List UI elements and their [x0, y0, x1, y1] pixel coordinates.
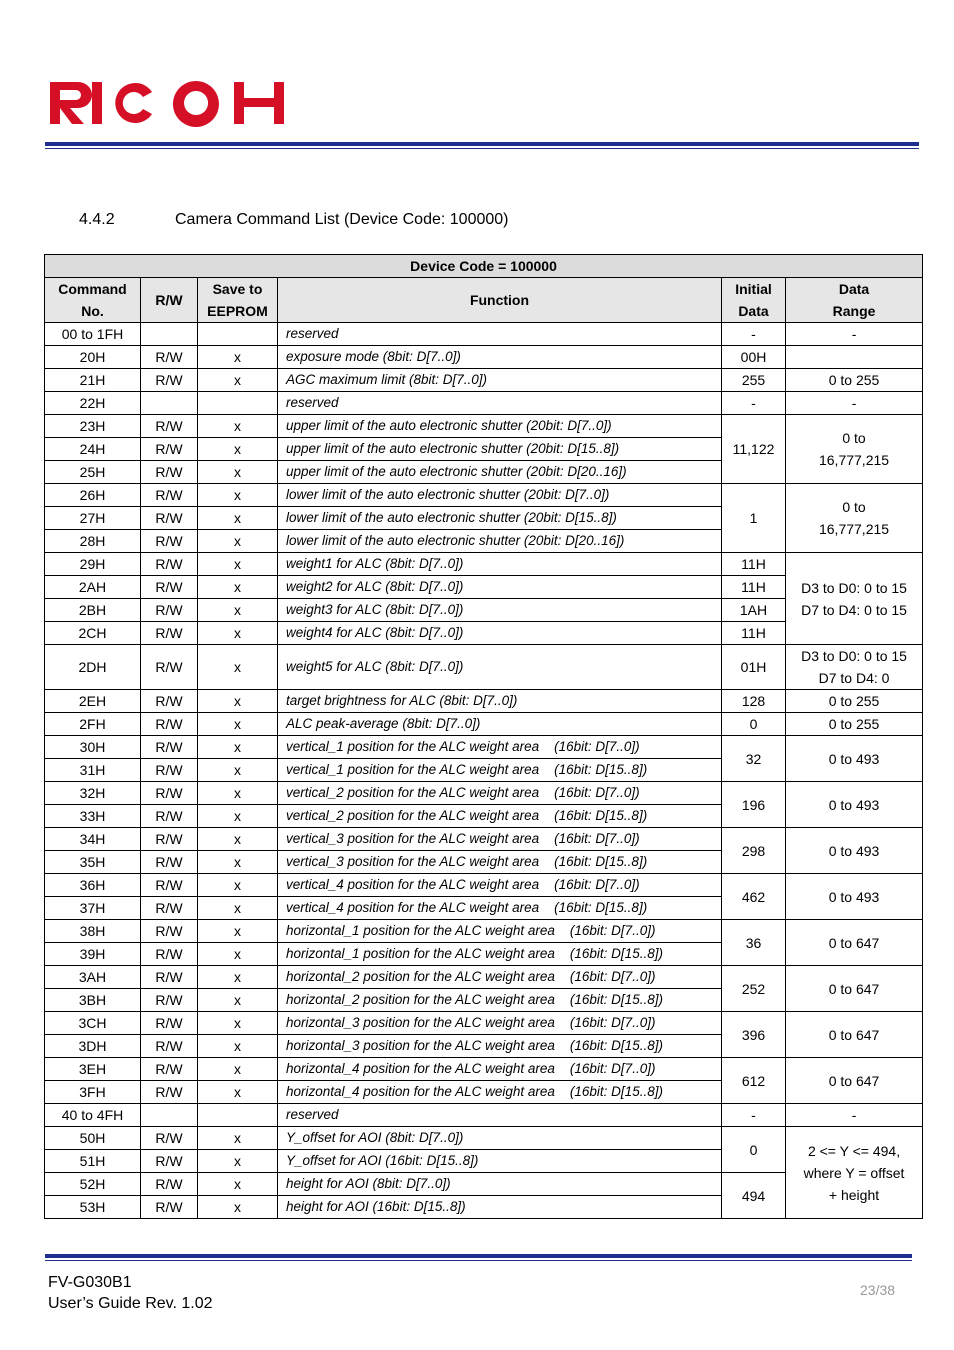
- table-row: [45, 736, 923, 759]
- table-row: [45, 369, 923, 392]
- command-no-cell: 35H: [45, 851, 141, 874]
- rw-cell: R/W: [141, 645, 198, 690]
- table-row: [45, 346, 923, 369]
- command-no-cell: 2CH: [45, 622, 141, 645]
- data-range-cell: [786, 553, 923, 645]
- table-row: [45, 713, 923, 736]
- save-eeprom-cell: x: [198, 736, 278, 759]
- initial-data-cell: -: [722, 1104, 786, 1127]
- save-eeprom-cell: x: [198, 1173, 278, 1196]
- save-eeprom-cell: x: [198, 484, 278, 507]
- data-range-line: 16,777,215: [818, 521, 890, 537]
- rw-cell: R/W: [141, 599, 198, 622]
- data-range-line: + height: [828, 1186, 880, 1203]
- data-range-cell: 0 to 493: [786, 736, 923, 782]
- rw-cell: R/W: [141, 713, 198, 736]
- initial-data-cell: 11,122: [722, 415, 786, 484]
- data-range-cell: 0 to 647: [786, 1012, 923, 1058]
- data-range-line: D7 to D4: 0: [818, 670, 890, 686]
- rw-cell: R/W: [141, 874, 198, 897]
- rw-cell: R/W: [141, 576, 198, 599]
- command-no-cell: 39H: [45, 943, 141, 966]
- function-cell: weight1 for ALC (8bit: D[7..0]): [278, 553, 722, 576]
- command-no-cell: 20H: [45, 346, 141, 369]
- rw-cell: [141, 1104, 198, 1127]
- save-eeprom-cell: x: [198, 438, 278, 461]
- initial-data-cell: 128: [722, 690, 786, 713]
- initial-data-cell: 0: [722, 713, 786, 736]
- command-no-cell: 2BH: [45, 599, 141, 622]
- data-range-cell: [786, 1127, 923, 1219]
- table-row: [45, 1012, 923, 1035]
- data-range-cell: 0 to 493: [786, 828, 923, 874]
- rw-cell: R/W: [141, 1081, 198, 1104]
- footer-rule: [45, 1254, 912, 1261]
- data-range-cell: [786, 484, 923, 553]
- rw-cell: R/W: [141, 782, 198, 805]
- command-no-cell: 34H: [45, 828, 141, 851]
- rw-cell: R/W: [141, 805, 198, 828]
- initial-data-cell: -: [722, 392, 786, 415]
- initial-data-cell: 0: [722, 1127, 786, 1173]
- data-range-line: 0 to: [842, 499, 866, 515]
- function-cell: weight4 for ALC (8bit: D[7..0]): [278, 622, 722, 645]
- function-cell: Y_offset for AOI (16bit: D[15..8]): [278, 1150, 722, 1173]
- command-no-cell: 36H: [45, 874, 141, 897]
- command-no-cell: 52H: [45, 1173, 141, 1196]
- data-range-line: D7 to D4: 0 to 15: [801, 601, 907, 618]
- table-row: [45, 1104, 923, 1127]
- rw-cell: R/W: [141, 920, 198, 943]
- table-row: [45, 828, 923, 851]
- function-cell: horizontal_4 position for the ALC weight area (16bit: D[15..8]): [278, 1081, 722, 1104]
- command-no-cell: 00 to 1FH: [45, 323, 141, 346]
- function-cell: upper limit of the auto electronic shutter (20bit: D[15..8]): [278, 438, 722, 461]
- table-row: [45, 920, 923, 943]
- table-row: [45, 645, 923, 690]
- command-no-cell: 25H: [45, 461, 141, 484]
- section-number: 4.4.2: [79, 211, 115, 228]
- function-cell: Y_offset for AOI (8bit: D[7..0]): [278, 1127, 722, 1150]
- function-cell: horizontal_4 position for the ALC weight area (16bit: D[7..0]): [278, 1058, 722, 1081]
- initial-data-cell: 01H: [722, 645, 786, 690]
- initial-data-cell: 462: [722, 874, 786, 920]
- rw-cell: R/W: [141, 690, 198, 713]
- command-no-cell: 51H: [45, 1150, 141, 1173]
- rw-cell: R/W: [141, 1058, 198, 1081]
- function-cell: vertical_4 position for the ALC weight area (16bit: D[7..0]): [278, 874, 722, 897]
- rw-cell: R/W: [141, 622, 198, 645]
- command-no-cell: 3FH: [45, 1081, 141, 1104]
- save-eeprom-cell: x: [198, 874, 278, 897]
- save-eeprom-cell: x: [198, 1035, 278, 1058]
- device-code-header: Device Code = 100000: [45, 255, 923, 278]
- save-eeprom-cell: [198, 323, 278, 346]
- function-header: Function: [278, 278, 722, 323]
- data-range-line: D3 to D0: 0 to 15: [801, 648, 907, 664]
- function-cell: vertical_1 position for the ALC weight area (16bit: D[7..0]): [278, 736, 722, 759]
- function-cell: horizontal_2 position for the ALC weight area (16bit: D[15..8]): [278, 989, 722, 1012]
- footer-model: FV-G030B1: [48, 1274, 132, 1291]
- save-eeprom-cell: x: [198, 1127, 278, 1150]
- rw-cell: R/W: [141, 1012, 198, 1035]
- rw-cell: [141, 323, 198, 346]
- function-cell: weight3 for ALC (8bit: D[7..0]): [278, 599, 722, 622]
- rw-cell: R/W: [141, 369, 198, 392]
- initial-data-cell: 32: [722, 736, 786, 782]
- save-eeprom-cell: x: [198, 851, 278, 874]
- command-no-cell: 22H: [45, 392, 141, 415]
- rw-cell: R/W: [141, 415, 198, 438]
- table-row: [45, 1127, 923, 1150]
- command-no-cell: 37H: [45, 897, 141, 920]
- rw-cell: R/W: [141, 1127, 198, 1150]
- initial-data-cell: 494: [722, 1173, 786, 1219]
- save-eeprom-cell: x: [198, 1081, 278, 1104]
- table-row: [45, 690, 923, 713]
- function-cell: upper limit of the auto electronic shutter (20bit: D[7..0]): [278, 415, 722, 438]
- rw-cell: R/W: [141, 507, 198, 530]
- function-cell: vertical_3 position for the ALC weight area (16bit: D[15..8]): [278, 851, 722, 874]
- save-eeprom-cell: x: [198, 507, 278, 530]
- rw-cell: R/W: [141, 851, 198, 874]
- rw-header: R/W: [141, 278, 198, 323]
- initial-data-cell: 196: [722, 782, 786, 828]
- rw-cell: R/W: [141, 989, 198, 1012]
- function-cell: vertical_1 position for the ALC weight area (16bit: D[15..8]): [278, 759, 722, 782]
- rw-cell: R/W: [141, 736, 198, 759]
- command-no-cell: 40 to 4FH: [45, 1104, 141, 1127]
- save-eeprom-cell: x: [198, 415, 278, 438]
- rw-cell: R/W: [141, 966, 198, 989]
- command-no-cell: 3CH: [45, 1012, 141, 1035]
- function-cell: height for AOI (8bit: D[7..0]): [278, 1173, 722, 1196]
- table-row: [45, 553, 923, 576]
- page-number: 23/38: [860, 1282, 896, 1298]
- save-eeprom-cell: x: [198, 713, 278, 736]
- initial-data-cell: 11H: [722, 576, 786, 599]
- table-row: [45, 484, 923, 507]
- initial-data-cell: 252: [722, 966, 786, 1012]
- data-range-line: 0 to: [842, 430, 866, 446]
- command-no-cell: 24H: [45, 438, 141, 461]
- function-cell: weight2 for ALC (8bit: D[7..0]): [278, 576, 722, 599]
- command-no-cell: 33H: [45, 805, 141, 828]
- save-eeprom-cell: x: [198, 576, 278, 599]
- function-cell: lower limit of the auto electronic shutter (20bit: D[7..0]): [278, 484, 722, 507]
- command-table: [44, 254, 923, 1219]
- rw-cell: R/W: [141, 1196, 198, 1219]
- save-eeprom-cell: x: [198, 599, 278, 622]
- data-range-cell: 0 to 255: [786, 369, 923, 392]
- function-cell: target brightness for ALC (8bit: D[7..0]): [278, 690, 722, 713]
- command-no-cell: 3BH: [45, 989, 141, 1012]
- command-no-header: Command No.: [45, 278, 141, 323]
- save-eeprom-cell: x: [198, 828, 278, 851]
- data-range-cell: -: [786, 323, 923, 346]
- ricoh-logo-graphic: [48, 78, 288, 128]
- table-row: [45, 966, 923, 989]
- save-eeprom-cell: x: [198, 622, 278, 645]
- table-row: [45, 392, 923, 415]
- rw-cell: R/W: [141, 530, 198, 553]
- command-no-cell: 26H: [45, 484, 141, 507]
- initial-data-cell: 298: [722, 828, 786, 874]
- command-no-cell: 38H: [45, 920, 141, 943]
- save-eeprom-header: Save to EEPROM: [198, 278, 278, 323]
- function-cell: AGC maximum limit (8bit: D[7..0]): [278, 369, 722, 392]
- command-no-cell: 29H: [45, 553, 141, 576]
- save-eeprom-cell: x: [198, 989, 278, 1012]
- data-range-cell: 0 to 647: [786, 1058, 923, 1104]
- data-range-line: 16,777,215: [818, 452, 890, 468]
- save-eeprom-cell: x: [198, 1196, 278, 1219]
- save-eeprom-cell: x: [198, 897, 278, 920]
- save-eeprom-cell: x: [198, 369, 278, 392]
- save-eeprom-cell: x: [198, 782, 278, 805]
- initial-data-header: Initial Data: [722, 278, 786, 323]
- save-eeprom-cell: x: [198, 530, 278, 553]
- command-no-cell: 2DH: [45, 645, 141, 690]
- data-range-cell: [786, 346, 923, 369]
- table-row: [45, 874, 923, 897]
- save-eeprom-cell: x: [198, 690, 278, 713]
- function-cell: vertical_3 position for the ALC weight area (16bit: D[7..0]): [278, 828, 722, 851]
- table-row: [45, 1058, 923, 1081]
- rw-cell: R/W: [141, 1173, 198, 1196]
- function-cell: ALC peak-average (8bit: D[7..0]): [278, 713, 722, 736]
- function-cell: reserved: [278, 323, 722, 346]
- rw-cell: R/W: [141, 484, 198, 507]
- save-eeprom-cell: x: [198, 346, 278, 369]
- function-cell: lower limit of the auto electronic shutter (20bit: D[20..16]): [278, 530, 722, 553]
- table-row: [45, 415, 923, 438]
- function-cell: vertical_4 position for the ALC weight area (16bit: D[15..8]): [278, 897, 722, 920]
- save-eeprom-cell: [198, 392, 278, 415]
- data-range-cell: 0 to 647: [786, 966, 923, 1012]
- table-row: [45, 323, 923, 346]
- save-eeprom-cell: x: [198, 759, 278, 782]
- rw-cell: R/W: [141, 553, 198, 576]
- command-no-cell: 31H: [45, 759, 141, 782]
- rw-cell: R/W: [141, 828, 198, 851]
- section-title: Camera Command List (Device Code: 100000): [175, 211, 509, 228]
- data-range-cell: [786, 645, 923, 690]
- function-cell: weight5 for ALC (8bit: D[7..0]): [278, 645, 722, 690]
- table-row: [45, 782, 923, 805]
- ricoh-logo: [48, 78, 288, 128]
- command-no-cell: 21H: [45, 369, 141, 392]
- command-no-cell: 27H: [45, 507, 141, 530]
- save-eeprom-cell: x: [198, 1012, 278, 1035]
- footer-guide-revision: User’s Guide Rev. 1.02: [48, 1295, 213, 1312]
- data-range-cell: 0 to 647: [786, 920, 923, 966]
- function-cell: height for AOI (16bit: D[15..8]): [278, 1196, 722, 1219]
- command-no-cell: 53H: [45, 1196, 141, 1219]
- initial-data-cell: -: [722, 323, 786, 346]
- initial-data-cell: 612: [722, 1058, 786, 1104]
- command-no-cell: 2AH: [45, 576, 141, 599]
- command-no-cell: 3AH: [45, 966, 141, 989]
- save-eeprom-cell: x: [198, 645, 278, 690]
- data-range-header: Data Range: [786, 278, 923, 323]
- save-eeprom-cell: x: [198, 943, 278, 966]
- command-no-cell: 28H: [45, 530, 141, 553]
- command-no-cell: 23H: [45, 415, 141, 438]
- rw-cell: [141, 392, 198, 415]
- initial-data-cell: 1AH: [722, 599, 786, 622]
- rw-cell: R/W: [141, 461, 198, 484]
- function-cell: horizontal_1 position for the ALC weight area (16bit: D[7..0]): [278, 920, 722, 943]
- function-cell: exposure mode (8bit: D[7..0]): [278, 346, 722, 369]
- data-range-cell: -: [786, 392, 923, 415]
- initial-data-cell: 00H: [722, 346, 786, 369]
- initial-data-cell: 396: [722, 1012, 786, 1058]
- rw-cell: R/W: [141, 897, 198, 920]
- rw-cell: R/W: [141, 346, 198, 369]
- initial-data-cell: 1: [722, 484, 786, 553]
- save-eeprom-cell: x: [198, 966, 278, 989]
- function-cell: horizontal_3 position for the ALC weight area (16bit: D[7..0]): [278, 1012, 722, 1035]
- command-no-cell: 3DH: [45, 1035, 141, 1058]
- data-range-line: where Y = offset: [803, 1164, 905, 1181]
- function-cell: horizontal_2 position for the ALC weight area (16bit: D[7..0]): [278, 966, 722, 989]
- header-rule: [45, 142, 919, 149]
- initial-data-cell: 36: [722, 920, 786, 966]
- rw-cell: R/W: [141, 438, 198, 461]
- function-cell: horizontal_1 position for the ALC weight area (16bit: D[15..8]): [278, 943, 722, 966]
- rw-cell: R/W: [141, 1150, 198, 1173]
- save-eeprom-cell: x: [198, 1150, 278, 1173]
- function-cell: vertical_2 position for the ALC weight area (16bit: D[7..0]): [278, 782, 722, 805]
- command-no-cell: 32H: [45, 782, 141, 805]
- data-range-cell: 0 to 493: [786, 874, 923, 920]
- function-cell: reserved: [278, 1104, 722, 1127]
- rw-cell: R/W: [141, 1035, 198, 1058]
- save-eeprom-cell: x: [198, 461, 278, 484]
- save-eeprom-cell: x: [198, 1058, 278, 1081]
- rw-cell: R/W: [141, 943, 198, 966]
- save-eeprom-cell: [198, 1104, 278, 1127]
- initial-data-cell: 11H: [722, 553, 786, 576]
- data-range-line: D3 to D0: 0 to 15: [801, 579, 907, 596]
- rw-cell: R/W: [141, 759, 198, 782]
- data-range-line: 2 <= Y <= 494,: [807, 1142, 901, 1159]
- data-range-cell: 0 to 255: [786, 690, 923, 713]
- initial-data-cell: 11H: [722, 622, 786, 645]
- command-no-cell: 2EH: [45, 690, 141, 713]
- command-no-cell: 30H: [45, 736, 141, 759]
- data-range-cell: -: [786, 1104, 923, 1127]
- function-cell: reserved: [278, 392, 722, 415]
- save-eeprom-cell: x: [198, 920, 278, 943]
- function-cell: vertical_2 position for the ALC weight area (16bit: D[15..8]): [278, 805, 722, 828]
- function-cell: upper limit of the auto electronic shutter (20bit: D[20..16]): [278, 461, 722, 484]
- function-cell: lower limit of the auto electronic shutter (20bit: D[15..8]): [278, 507, 722, 530]
- function-cell: horizontal_3 position for the ALC weight area (16bit: D[15..8]): [278, 1035, 722, 1058]
- command-no-cell: 3EH: [45, 1058, 141, 1081]
- command-no-cell: 2FH: [45, 713, 141, 736]
- save-eeprom-cell: x: [198, 805, 278, 828]
- data-range-cell: 0 to 255: [786, 713, 923, 736]
- command-no-cell: 50H: [45, 1127, 141, 1150]
- data-range-cell: [786, 415, 923, 484]
- data-range-cell: 0 to 493: [786, 782, 923, 828]
- save-eeprom-cell: x: [198, 553, 278, 576]
- initial-data-cell: 255: [722, 369, 786, 392]
